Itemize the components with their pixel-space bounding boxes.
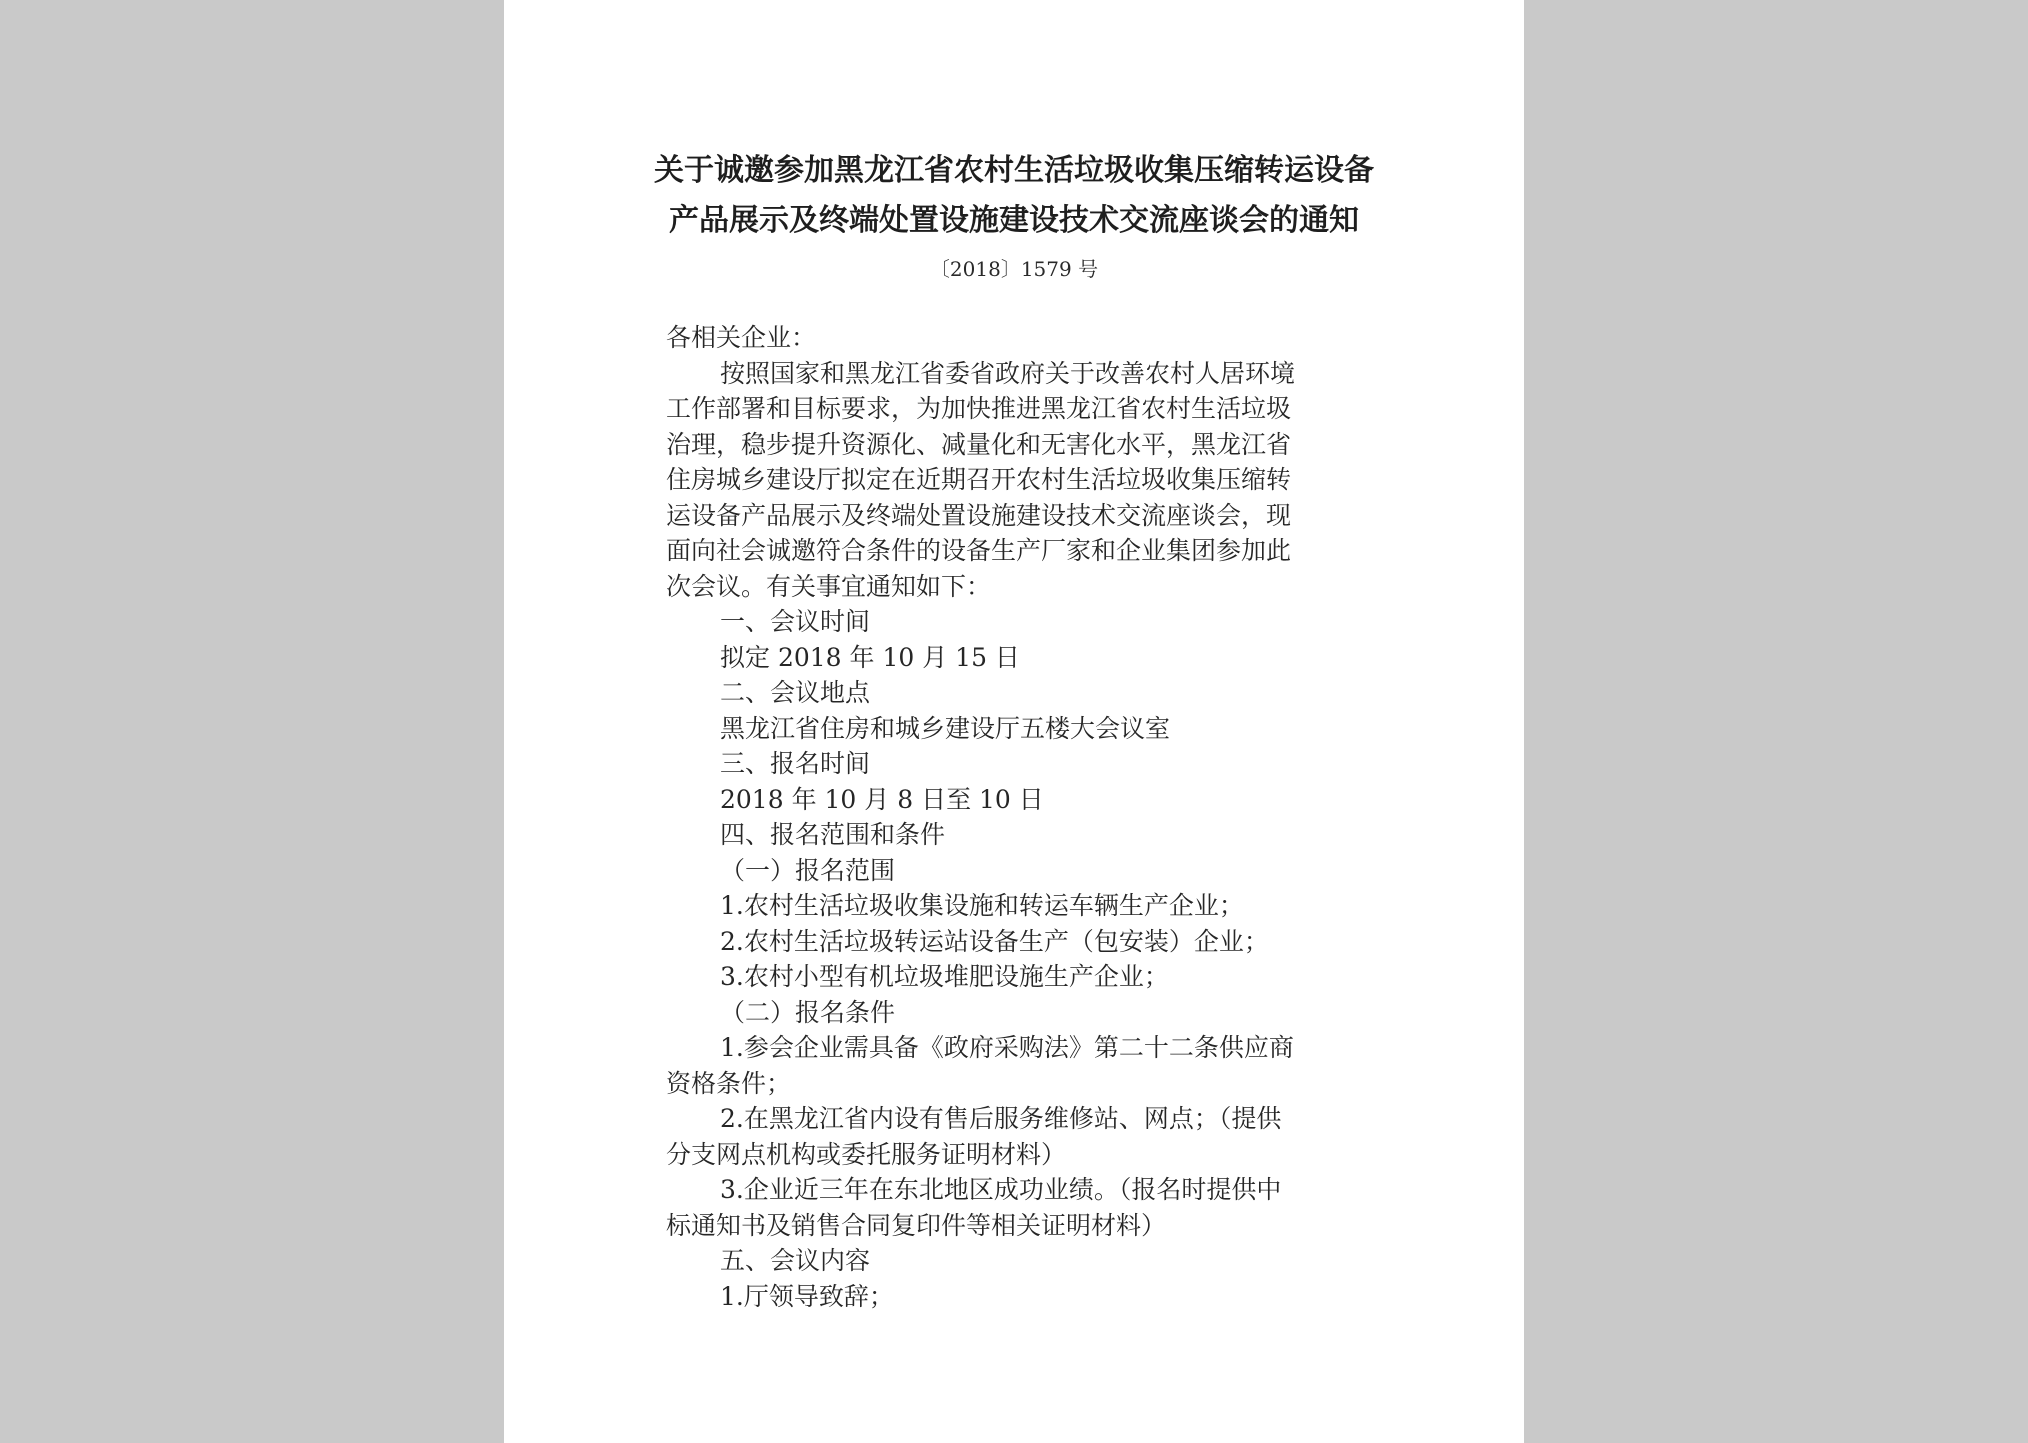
body-line: 一、会议时间 — [720, 607, 871, 636]
body-line: 拟定 2018 年 10 月 15 日 — [720, 642, 1020, 672]
body-line: 运设备产品展示及终端处置设施建设技术交流座谈会，现 — [666, 500, 1292, 530]
body-line: 2018 年 10 月 8 日至 10 日 — [720, 784, 1044, 814]
body-line: 二、会议地点 — [720, 678, 871, 707]
title-line: 关于诚邀参加黑龙江省农村生活垃圾收集压缩转运设备 — [654, 153, 1374, 188]
body-line: 住房城乡建设厅拟定在近期召开农村生活垃圾收集压缩转 — [666, 465, 1292, 494]
body-line: 三、报名时间 — [720, 749, 871, 778]
body-line: 治理，稳步提升资源化、减量化和无害化水平，黑龙江省 — [666, 429, 1292, 459]
body-line: 按照国家和黑龙江省委省政府关于改善农村人居环境 — [720, 358, 1296, 388]
body-line: 标通知书及销售合同复印件等相关证明材料） — [666, 1210, 1167, 1240]
body-line: 四、报名范围和条件 — [720, 820, 946, 849]
body-line: 2.在黑龙江省内设有售后服务维修站、网点；（提供 — [720, 1104, 1282, 1133]
body-line: 分支网点机构或委托服务证明材料） — [666, 1139, 1067, 1169]
body-line: 面向社会诚邀符合条件的设备生产厂家和企业集团参加此 — [666, 536, 1292, 565]
body-line: 1.农村生活垃圾收集设施和转运车辆生产企业； — [720, 891, 1244, 920]
body-line: （二）报名条件 — [720, 997, 896, 1027]
title-line: 产品展示及终端处置设施建设技术交流座谈会的通知 — [669, 203, 1359, 238]
body-line: 工作部署和目标要求，为加快推进黑龙江省农村生活垃圾 — [666, 394, 1292, 423]
body-line: 各相关企业： — [666, 323, 817, 352]
body-line: 次会议。有关事宜通知如下： — [666, 571, 992, 601]
document-body — [666, 320, 1366, 1314]
body-line: （一）报名范围 — [720, 855, 896, 885]
body-line: 3.企业近三年在东北地区成功业绩。（报名时提供中 — [720, 1175, 1282, 1204]
body-line: 1.参会企业需具备《政府采购法》第二十二条供应商 — [720, 1033, 1294, 1062]
body-line: 资格条件； — [666, 1068, 792, 1098]
body-line: 黑龙江省住房和城乡建设厅五楼大会议室 — [720, 713, 1171, 743]
body-line: 1.厅领导致辞； — [720, 1281, 894, 1311]
body-line: 3.农村小型有机垃圾堆肥设施生产企业； — [720, 962, 1169, 991]
document-page — [504, 0, 1524, 1443]
body-line: 五、会议内容 — [720, 1246, 871, 1275]
document-number: 〔2018〕1579 号 — [929, 257, 1099, 281]
body-line: 2.农村生活垃圾转运站设备生产（包安装）企业； — [720, 926, 1269, 956]
document-title — [504, 146, 1524, 246]
